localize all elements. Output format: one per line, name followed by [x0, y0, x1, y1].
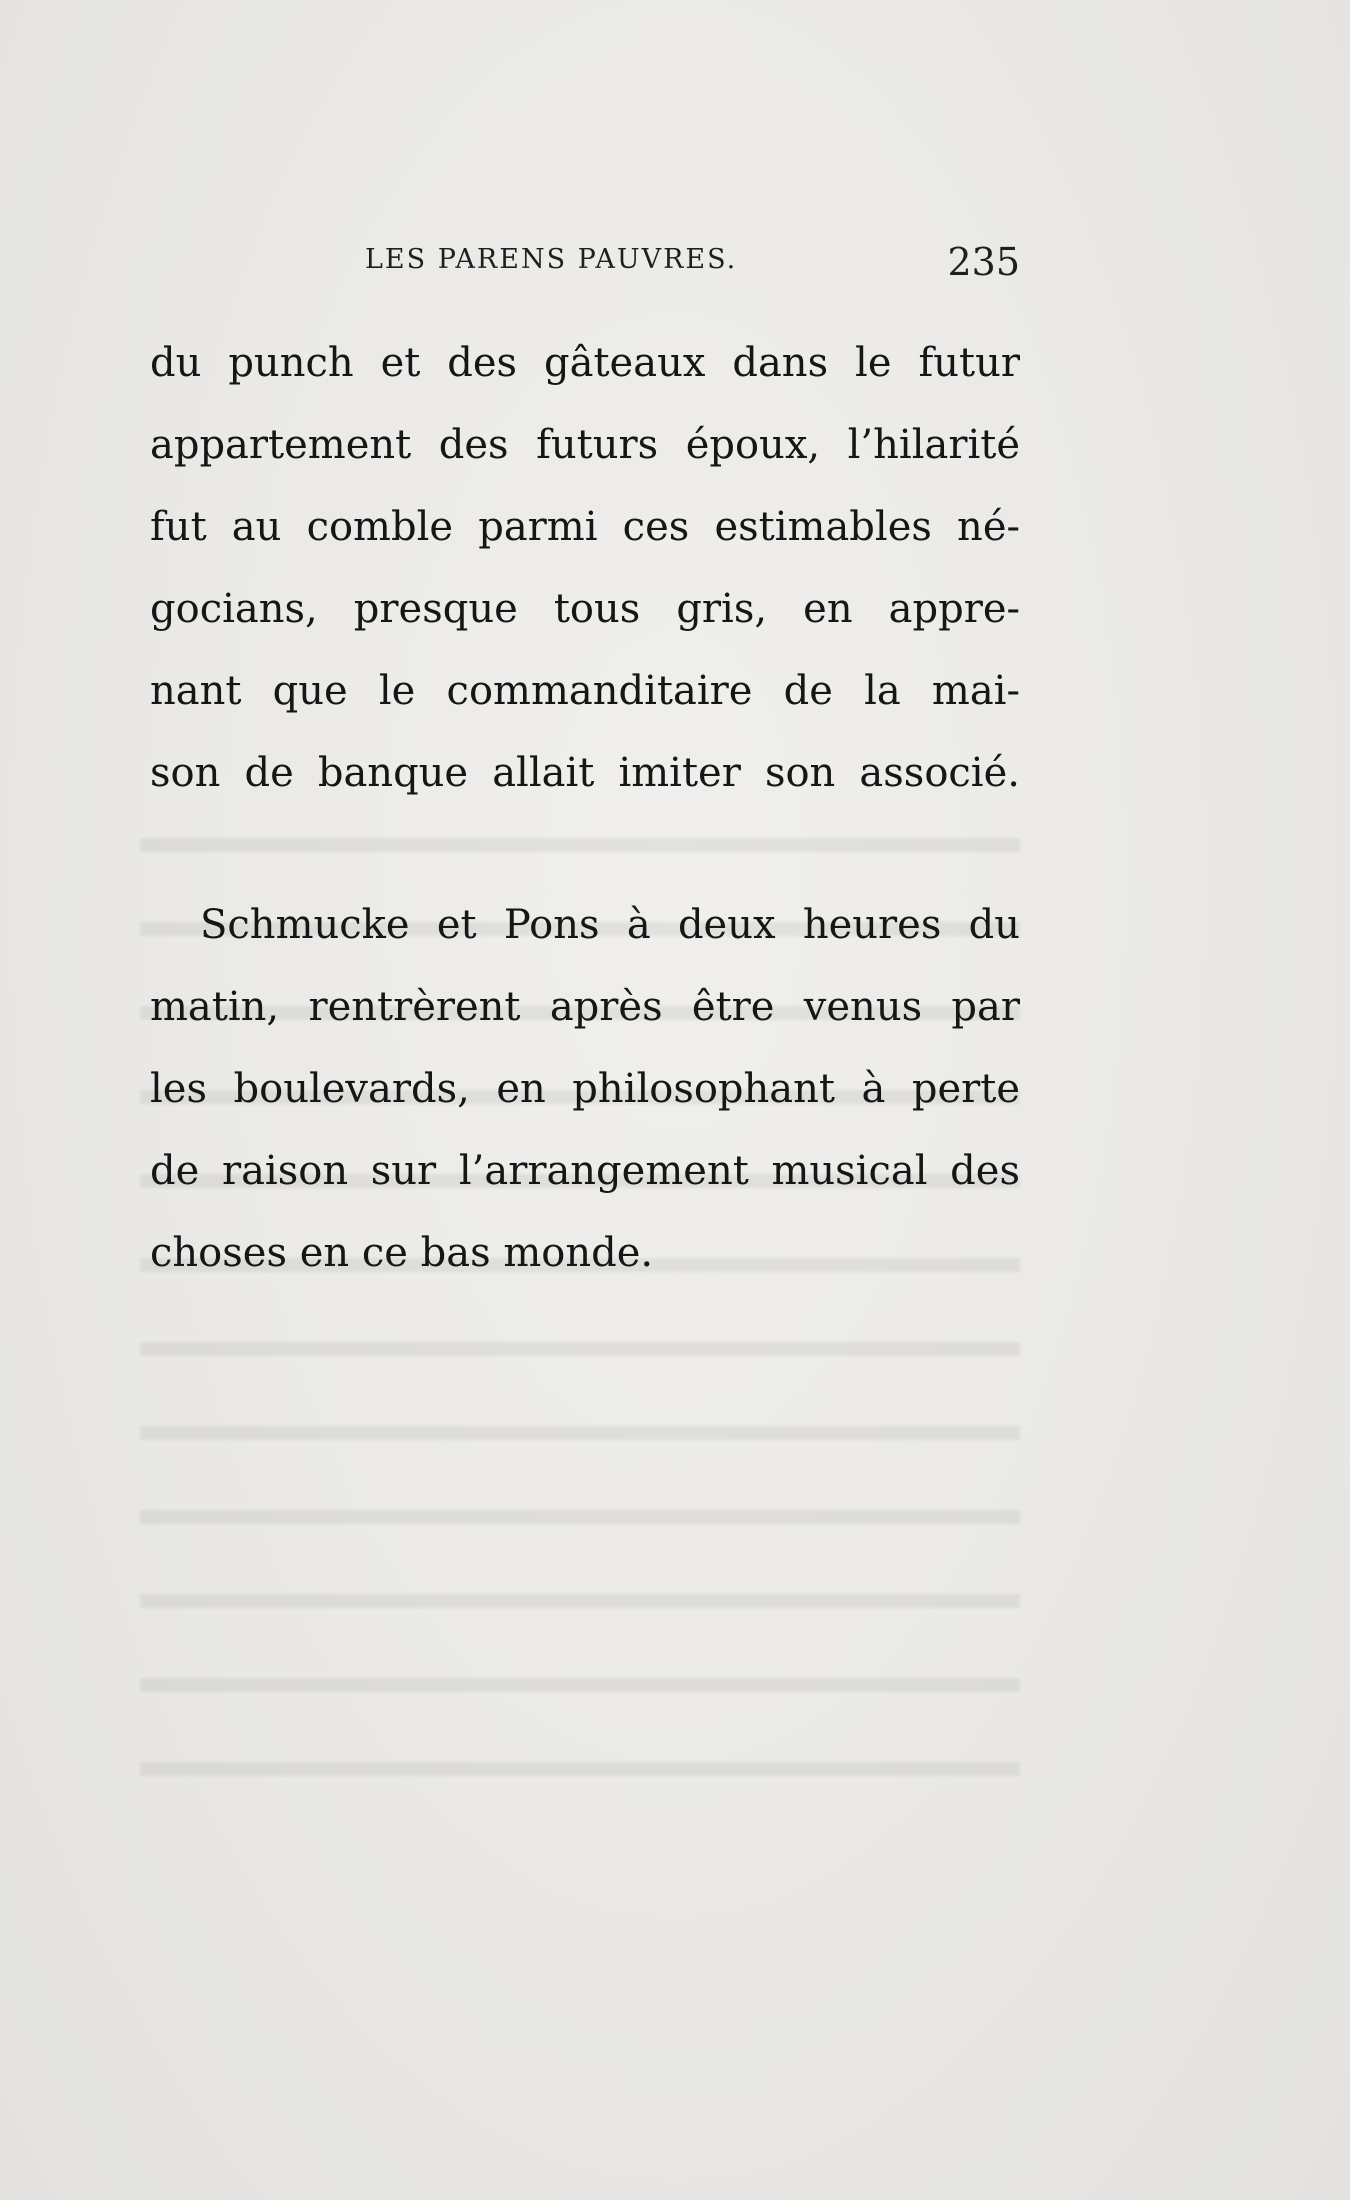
page-number: 235	[947, 240, 1020, 284]
text-line: fut au comble parmi ces estimables né-	[150, 504, 1020, 550]
running-title: LES PARENS PAUVRES.	[365, 244, 738, 275]
text-line: les boulevards, en philosophant à perte	[150, 1066, 1020, 1112]
paragraph-1	[150, 322, 1020, 814]
text-line: Schmucke et Pons à deux heures du	[200, 902, 1020, 948]
text-line: gocians, presque tous gris, en appre-	[150, 586, 1020, 632]
text-line: choses en ce bas monde.	[150, 1230, 654, 1276]
text-line: matin, rentrèrent après être venus par	[150, 984, 1020, 1030]
text-line: son de banque allait imiter son associé.	[150, 750, 1020, 796]
text-line: de raison sur l’arrangement musical des	[150, 1148, 1020, 1194]
text-line: du punch et des gâteaux dans le futur	[150, 340, 1020, 386]
page-header	[150, 240, 1020, 300]
body-text	[150, 322, 1020, 1294]
text-line: appartement des futurs époux, l’hilarité	[150, 422, 1020, 468]
paragraph-2	[150, 884, 1020, 1294]
text-line: nant que le commanditaire de la mai-	[150, 668, 1020, 714]
